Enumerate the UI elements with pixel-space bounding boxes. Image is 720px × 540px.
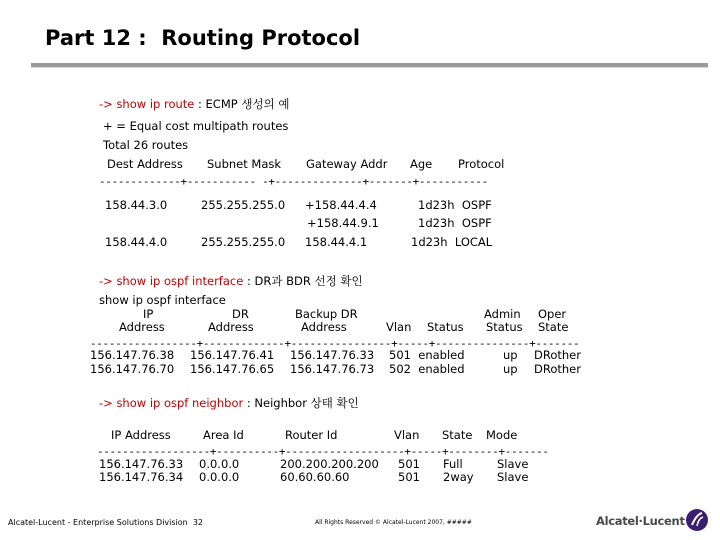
- neighbor-row-mode: Slave: [497, 470, 529, 484]
- neighbor-row-area: 0.0.0.0: [199, 470, 240, 484]
- interface-row-dr: 156.147.76.65: [190, 362, 275, 376]
- route-row-age-protocol: 1d23h OSPF: [418, 198, 492, 212]
- interface-header-oper: Oper: [538, 307, 567, 321]
- route-command-desc: : ECMP 생성의 예: [198, 97, 290, 111]
- title-rule-shadow: [31, 67, 708, 68]
- route-row-dest: 158.44.4.0: [105, 235, 168, 249]
- route-command-line: [99, 97, 289, 111]
- neighbor-row-area: 0.0.0.0: [199, 457, 240, 471]
- route-header-dest: Dest Address: [107, 157, 183, 171]
- neighbor-command: -> show ip ospf neighbor: [99, 396, 244, 410]
- interface-row-dr: 156.147.76.41: [190, 348, 275, 362]
- interface-header-backup-dr: Backup DR: [295, 307, 358, 321]
- footer-copyright: All Rights Reserved © Alcatel-Lucent 2007, #####: [315, 519, 472, 526]
- neighbor-row-router: 200.200.200.200: [280, 457, 379, 471]
- route-header-mask: Subnet Mask: [207, 157, 282, 171]
- interface-header-admin: Admin: [484, 307, 521, 321]
- neighbor-header-router: Router Id: [285, 428, 338, 442]
- interface-header-dr-address: Address: [208, 320, 254, 334]
- interface-row-bdr: 156.147.76.33: [290, 348, 375, 362]
- route-separator: -------------+----------- -+--------------+-------+-----------: [99, 175, 488, 188]
- interface-command-desc: : DR과 BDR 선정 확인: [246, 274, 363, 288]
- interface-header-oper-state: State: [538, 320, 569, 334]
- route-row-mask: 255.255.255.0: [201, 235, 286, 249]
- footer-division-label: Alcatel-Lucent - Enterprise Solutions Division 32: [8, 518, 204, 527]
- neighbor-header-state: State: [442, 428, 473, 442]
- interface-row-oper: DRother: [534, 362, 581, 376]
- neighbor-row-state: 2way: [443, 470, 474, 484]
- neighbor-separator: ------------------+----------+-------------------+-----+--------+-------: [97, 445, 549, 458]
- neighbor-row-state: Full: [443, 457, 463, 471]
- interface-header-ip-address: Address: [119, 320, 165, 334]
- route-legend: + = Equal cost multipath routes: [103, 119, 289, 133]
- interface-separator: -----------------+-------------+----------------+-----+---------------+-------: [90, 337, 580, 350]
- route-row-gateway: 158.44.4.1: [305, 235, 368, 249]
- interface-output-title: show ip ospf interface: [99, 293, 226, 307]
- neighbor-header-mode: Mode: [486, 428, 518, 442]
- neighbor-command-desc: : Neighbor 상태 확인: [246, 396, 359, 410]
- neighbor-row-vlan: 501: [398, 457, 420, 471]
- logo-wordmark: Alcatel·Lucent: [596, 514, 685, 528]
- neighbor-row-router: 60.60.60.60: [280, 470, 350, 484]
- neighbor-header-vlan: Vlan: [394, 428, 420, 442]
- alcatel-lucent-swirl-icon: [686, 509, 708, 531]
- interface-header-ip: IP: [143, 307, 154, 321]
- route-header-protocol: Protocol: [458, 157, 505, 171]
- route-row-dest: 158.44.3.0: [105, 198, 168, 212]
- neighbor-row-mode: Slave: [497, 457, 529, 471]
- route-row-gateway: +158.44.9.1: [307, 216, 379, 230]
- neighbor-header-area: Area Id: [203, 428, 244, 442]
- interface-header-admin-status: Status: [486, 320, 523, 334]
- interface-header-bdr-address: Address: [301, 320, 347, 334]
- neighbor-row-ip: 156.147.76.34: [99, 470, 184, 484]
- interface-row-bdr: 156.147.76.73: [290, 362, 375, 376]
- interface-row-ip: 156.147.76.70: [90, 362, 175, 376]
- neighbor-row-ip: 156.147.76.33: [99, 457, 184, 471]
- interface-header-vlan: Vlan: [386, 320, 412, 334]
- interface-row-admin: up: [503, 362, 518, 376]
- route-row-mask: 255.255.255.0: [201, 198, 286, 212]
- interface-row-vlan-status: 501 enabled: [389, 348, 465, 362]
- interface-command: -> show ip ospf interface: [99, 274, 244, 288]
- route-row-age-protocol: 1d23h LOCAL: [411, 235, 493, 249]
- interface-command-line: [99, 274, 363, 288]
- company-logo: [596, 508, 716, 534]
- route-command: -> show ip route: [99, 97, 195, 111]
- interface-row-ip: 156.147.76.38: [90, 348, 175, 362]
- route-row-age-protocol: 1d23h OSPF: [418, 216, 492, 230]
- interface-row-vlan-status: 502 enabled: [389, 362, 465, 376]
- route-header-gateway: Gateway Addr: [306, 157, 388, 171]
- route-header-age: Age: [410, 157, 433, 171]
- interface-row-admin: up: [503, 348, 518, 362]
- page-title: Part 12 : Routing Protocol: [45, 26, 361, 50]
- neighbor-row-vlan: 501: [398, 470, 420, 484]
- neighbor-header-ip: IP Address: [111, 428, 171, 442]
- route-total: Total 26 routes: [103, 138, 189, 152]
- interface-row-oper: DRother: [534, 348, 581, 362]
- interface-header-dr: DR: [232, 307, 249, 321]
- neighbor-command-line: [99, 396, 359, 410]
- interface-header-status: Status: [427, 320, 464, 334]
- route-row-gateway: +158.44.4.4: [305, 198, 377, 212]
